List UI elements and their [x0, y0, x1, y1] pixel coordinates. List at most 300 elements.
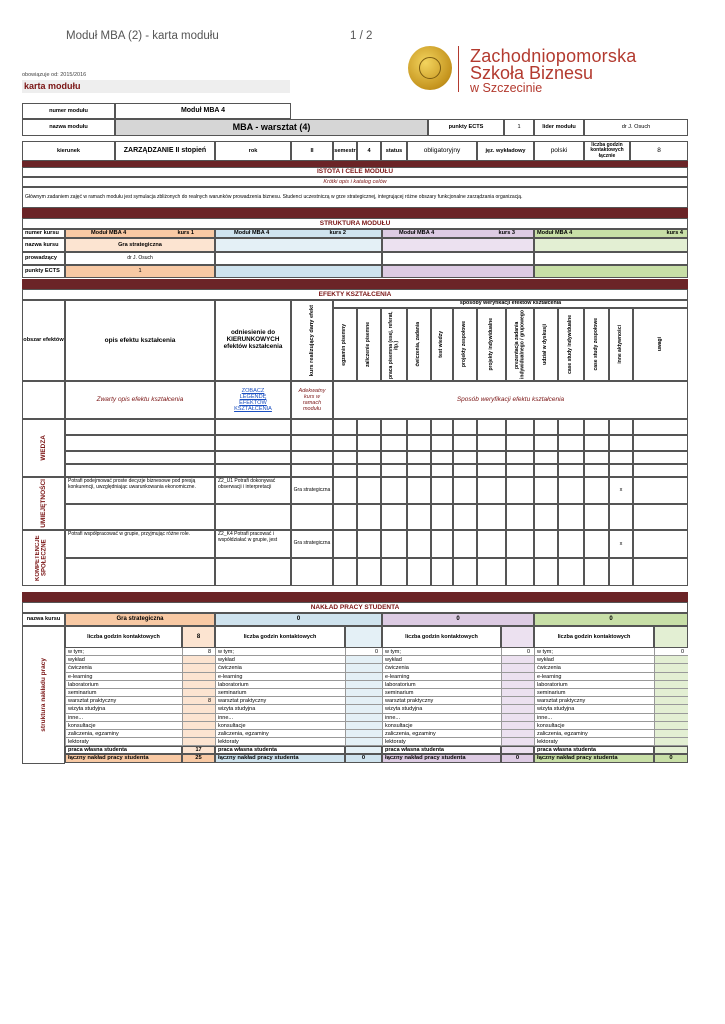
- prowadzacy-label: prowadzący: [22, 252, 65, 265]
- naklad-lg-value: [654, 626, 688, 648]
- naklad-row-value: [182, 664, 215, 672]
- course3-label: kurs 3: [498, 230, 515, 237]
- course3-lecturer: [382, 252, 534, 265]
- section-bar: [22, 279, 688, 289]
- method-header: [609, 308, 633, 381]
- jez-label: jęz. wykładowy: [477, 141, 534, 161]
- kompetencje-area: [22, 530, 65, 586]
- effect-cell: [558, 530, 584, 558]
- naklad-row-label: wykład: [382, 656, 501, 664]
- kurs-realizujacy-header: [291, 300, 333, 381]
- effect-cell: [534, 558, 558, 586]
- effect-cell: [609, 504, 633, 530]
- effect-cell: [65, 464, 215, 477]
- naklad-row-value: 0: [654, 648, 688, 656]
- nazwa-label: nazwa modułu: [22, 119, 115, 136]
- effect-cell: [477, 477, 506, 504]
- naklad-course-name: 0: [534, 613, 688, 626]
- effect-cell: [477, 530, 506, 558]
- effect-cell: [609, 419, 633, 435]
- method-header: [477, 308, 506, 381]
- effect-cell: [633, 504, 688, 530]
- naklad-row-label: ćwiczenia: [382, 664, 501, 672]
- hint-kurs: Adekwatny kurs w ramach modułu: [291, 381, 333, 419]
- numer-kursu-label: numer kursu: [22, 229, 65, 238]
- naklad-row-label: seminarium: [65, 689, 182, 697]
- course2-lecturer: [215, 252, 382, 265]
- naklad-row-label: inne...: [65, 714, 182, 722]
- effect-cell: [453, 477, 477, 504]
- effect-cell: [215, 435, 291, 451]
- kierunek-value: ZARZĄDZANIE II stopień: [115, 141, 215, 161]
- umiej-mark: x: [609, 477, 633, 504]
- naklad-row-value: [501, 705, 534, 713]
- method-header: [333, 308, 357, 381]
- naklad-row-value: [501, 673, 534, 681]
- method-label: prezentacja zadania indywidualnego / grupowego: [513, 310, 525, 379]
- naklad-row-label: laboratorium: [215, 681, 345, 689]
- naklad-row-value: [501, 681, 534, 689]
- komp-mark: x: [609, 530, 633, 558]
- method-header: [431, 308, 453, 381]
- naklad-laczny-label: łączny nakład pracy studenta: [65, 754, 182, 763]
- effect-cell: [558, 477, 584, 504]
- effect-cell: [477, 435, 506, 451]
- effect-cell: [477, 419, 506, 435]
- semestr-label: semestr: [333, 141, 357, 161]
- method-label: projekty indywidualne: [487, 318, 494, 371]
- effect-cell: [431, 530, 453, 558]
- method-label: projekty zespołowe: [461, 321, 468, 368]
- effect-cell: [453, 558, 477, 586]
- komp-odn: Z2_K4 Potrafi pracować i współdziałać w grupie, jest: [215, 530, 291, 558]
- naklad-row-value: [501, 664, 534, 672]
- naklad-course-name: 0: [215, 613, 382, 626]
- method-label: egzamin pisemny: [341, 323, 348, 366]
- effect-cell: [633, 530, 688, 558]
- effect-cell: [333, 451, 357, 464]
- naklad-row-label: e-learning: [65, 673, 182, 681]
- effect-cell: [291, 435, 333, 451]
- naklad-row-value: [654, 664, 688, 672]
- godz-value: 8: [630, 141, 688, 161]
- naklad-row-label: warsztat praktyczny: [534, 697, 654, 705]
- effect-cell: [333, 530, 357, 558]
- effect-cell: [431, 464, 453, 477]
- naklad-row-label: konsultacje: [215, 722, 345, 730]
- effect-cell: [609, 558, 633, 586]
- naklad-row-value: [345, 681, 382, 689]
- course1-lecturer: dr J. Osuch: [65, 252, 215, 265]
- naklad-row-value: 0: [501, 648, 534, 656]
- naklad-row-label: wykład: [65, 656, 182, 664]
- effect-cell: [407, 558, 431, 586]
- effect-cell: [215, 558, 291, 586]
- effect-cell: [431, 419, 453, 435]
- effect-cell: [558, 435, 584, 451]
- method-header: [534, 308, 558, 381]
- effect-cell: [584, 435, 609, 451]
- effect-cell: [506, 419, 534, 435]
- naklad-row-label: wizyta studyjna: [65, 705, 182, 713]
- naklad-lg-label: liczba godzin kontaktowych: [382, 626, 501, 648]
- naklad-row-label: inne...: [215, 714, 345, 722]
- naklad-row-value: [501, 730, 534, 738]
- naklad-row-value: [654, 722, 688, 730]
- effect-cell: [506, 464, 534, 477]
- naklad-course-name: 0: [382, 613, 534, 626]
- naklad-title: NAKŁAD PRACY STUDENTA: [22, 602, 688, 613]
- effect-cell: [633, 558, 688, 586]
- course2-ects: [215, 265, 382, 278]
- rok-value: II: [291, 141, 333, 161]
- effect-cell: [407, 477, 431, 504]
- effect-cell: [506, 504, 534, 530]
- naklad-laczny-value: 25: [182, 754, 215, 763]
- effect-cell: [381, 435, 407, 451]
- course3-name: [382, 238, 534, 252]
- istota-title: ISTOTA I CELE MODUŁU: [22, 167, 688, 177]
- struktura-title: STRUKTURA MODUŁU: [22, 218, 688, 229]
- effect-cell: [291, 558, 333, 586]
- naklad-row-value: [182, 656, 215, 664]
- numer-label: numer modułu: [22, 103, 115, 119]
- effect-cell: [609, 451, 633, 464]
- effect-cell: [633, 435, 688, 451]
- naklad-wlasna-value: [345, 746, 382, 754]
- naklad-wlasna-value: [501, 746, 534, 754]
- course1-header: [65, 229, 215, 238]
- course2-name: [215, 238, 382, 252]
- lider-label: lider modułu: [534, 119, 584, 136]
- naklad-row-value: [182, 705, 215, 713]
- naklad-row-value: 8: [182, 648, 215, 656]
- naklad-row-label: wizyta studyjna: [534, 705, 654, 713]
- effect-cell: [477, 464, 506, 477]
- section-bar: [22, 592, 688, 602]
- hint-legend-cell: [215, 381, 291, 419]
- komp-opis: Potrafi współpracować w grupie, przyjmując różne role.: [65, 530, 215, 558]
- effect-cell: [381, 530, 407, 558]
- naklad-row-label: zaliczenia, egzaminy: [534, 730, 654, 738]
- effect-cell: [333, 558, 357, 586]
- logo-divider: [458, 46, 459, 92]
- method-label: ćwiczenia, zadania: [415, 322, 422, 367]
- method-header: [407, 308, 431, 381]
- naklad-lg-label: liczba godzin kontaktowych: [65, 626, 182, 648]
- ects-kursu-label: punkty ECTS: [22, 265, 65, 278]
- naklad-row-label: warsztat praktyczny: [382, 697, 501, 705]
- course1-module: Moduł MBA 4: [91, 230, 127, 237]
- effect-cell: [609, 464, 633, 477]
- effect-cell: [431, 477, 453, 504]
- effect-cell: [407, 464, 431, 477]
- naklad-row-label: wizyta studyjna: [215, 705, 345, 713]
- effect-cell: [407, 530, 431, 558]
- effect-cell: [65, 435, 215, 451]
- naklad-row-label: e-learning: [382, 673, 501, 681]
- kompetencje-label: KOMPETENCJE SPOŁECZNE: [34, 535, 48, 581]
- wiedza-area: [22, 419, 65, 477]
- naklad-row-label: warsztat praktyczny: [215, 697, 345, 705]
- effect-cell: [506, 530, 534, 558]
- umiej-kurs: Gra strategiczna: [291, 477, 333, 504]
- naklad-row-value: [345, 656, 382, 664]
- ects-value: 1: [504, 119, 534, 136]
- effect-cell: [506, 558, 534, 586]
- efekty-title: EFEKTY KSZTAŁCENIA: [22, 289, 688, 300]
- naklad-row-value: [182, 673, 215, 681]
- effect-cell: [534, 504, 558, 530]
- ects-label: punkty ECTS: [428, 119, 504, 136]
- naklad-row-value: [182, 689, 215, 697]
- method-label: praca pisemna (esej, referat, itp.): [387, 310, 399, 379]
- effect-cell: [506, 435, 534, 451]
- naklad-row-label: lektoraty: [215, 738, 345, 746]
- naklad-row-label: konsultacje: [65, 722, 182, 730]
- section-bar: [22, 208, 688, 218]
- naklad-row-label: lektoraty: [65, 738, 182, 746]
- effect-cell: [357, 477, 381, 504]
- page-indicator: 1 / 2: [350, 30, 373, 42]
- naklad-lg-label: liczba godzin kontaktowych: [215, 626, 345, 648]
- naklad-row-label: lektoraty: [534, 738, 654, 746]
- naklad-row-label: wykład: [215, 656, 345, 664]
- effect-cell: [333, 464, 357, 477]
- effect-cell: [534, 477, 558, 504]
- course3-header: [382, 229, 534, 238]
- naklad-lg-value: 8: [182, 626, 215, 648]
- naklad-lg-value: [345, 626, 382, 648]
- effect-cell: [431, 435, 453, 451]
- effect-cell: [584, 530, 609, 558]
- effect-cell: [215, 464, 291, 477]
- naklad-row-label: laboratorium: [534, 681, 654, 689]
- obszar-header: obszar efektów: [22, 300, 65, 381]
- naklad-row-label: seminarium: [534, 689, 654, 697]
- course1-label: kurs 1: [177, 230, 194, 237]
- naklad-row-label: seminarium: [382, 689, 501, 697]
- effect-cell: [477, 451, 506, 464]
- naklad-wlasna-value: 17: [182, 746, 215, 754]
- effect-cell: [431, 451, 453, 464]
- method-header: [506, 308, 534, 381]
- valid-from: obowiązuje od: 2015/2016: [22, 72, 87, 78]
- naklad-row-value: [501, 722, 534, 730]
- naklad-laczny-value: 0: [345, 754, 382, 763]
- org-name-line2: Szkoła Biznesu: [470, 63, 594, 83]
- document-title: Moduł MBA (2) - karta modułu: [66, 30, 219, 42]
- naklad-laczny-label: łączny nakład pracy studenta: [382, 754, 501, 763]
- naklad-side-label: struktura nakładu pracy: [39, 658, 47, 732]
- umiejetnosci-area: [22, 477, 65, 530]
- org-name-line1: Zachodniopomorska: [470, 46, 637, 66]
- godz-label: liczba godzin kontaktowych łącznie: [584, 141, 630, 161]
- naklad-laczny-label: łączny nakład pracy studenta: [215, 754, 345, 763]
- course3-module: Moduł MBA 4: [399, 230, 435, 237]
- effect-cell: [381, 451, 407, 464]
- naklad-laczny-value: 0: [654, 754, 688, 763]
- course4-name: [534, 238, 688, 252]
- naklad-row-label: seminarium: [215, 689, 345, 697]
- effect-cell: [381, 477, 407, 504]
- effect-cell: [584, 419, 609, 435]
- effect-cell: [477, 504, 506, 530]
- effect-cell: [291, 504, 333, 530]
- method-header: [357, 308, 381, 381]
- method-label: case study indywidualne: [567, 315, 574, 374]
- lider-value: dr J. Osuch: [584, 119, 688, 136]
- effect-cell: [333, 477, 357, 504]
- effect-cell: [333, 504, 357, 530]
- effect-cell: [431, 504, 453, 530]
- effect-cell: [65, 419, 215, 435]
- effect-cell: [407, 435, 431, 451]
- naklad-row-value: [654, 681, 688, 689]
- naklad-row-label: konsultacje: [382, 722, 501, 730]
- odniesienie-header: odniesienie do KIERUNKOWYCH efektów kształcenia: [215, 300, 291, 381]
- logo-inner-ring: [419, 57, 441, 79]
- effect-cell: [357, 464, 381, 477]
- effect-cell: [534, 435, 558, 451]
- effect-cell: [633, 419, 688, 435]
- effect-cell: [357, 435, 381, 451]
- naklad-row-label: wizyta studyjna: [382, 705, 501, 713]
- effect-cell: [584, 451, 609, 464]
- effect-cell: [558, 464, 584, 477]
- naklad-row-label: ćwiczenia: [65, 664, 182, 672]
- course3-ects: [382, 265, 534, 278]
- naklad-wlasna-value: [654, 746, 688, 754]
- naklad-row-label: wykład: [534, 656, 654, 664]
- method-header: [584, 308, 609, 381]
- effect-cell: [584, 477, 609, 504]
- effect-cell: [558, 504, 584, 530]
- effect-cell: [357, 504, 381, 530]
- effect-cell: [333, 435, 357, 451]
- kurs-realizujacy-label: kurs realizujący dany efekt: [308, 304, 315, 377]
- effect-cell: [381, 419, 407, 435]
- effect-cell: [558, 558, 584, 586]
- hint-opis: Zwarty opis efektu kształcenia: [65, 381, 215, 419]
- istota-text: Głównym zadaniem zajęć w ramach modułu jest symulacja zbliżonych do realnych warunków prowadzenia biznesu. Studenci uczestniczą w grze strategicznej, integrującej różne obszary funkcjonalne zarządzania organizacją.: [22, 187, 688, 208]
- hint-sposob: Sposób weryfikacji efektu kształcenia: [333, 381, 688, 419]
- effect-cell: [357, 419, 381, 435]
- method-label: case study zespołowe: [592, 318, 599, 371]
- nazwa-value: MBA - warsztat (4): [115, 119, 428, 136]
- effect-cell: [558, 451, 584, 464]
- naklad-row-value: [654, 656, 688, 664]
- naklad-row-value: [182, 681, 215, 689]
- legend-link[interactable]: ZOBACZ LEGENDĘ EFEKTÓW KSZTAŁCENIA: [234, 387, 272, 413]
- naklad-row-label: e-learning: [534, 673, 654, 681]
- effect-cell: [215, 451, 291, 464]
- naklad-row-value: [345, 714, 382, 722]
- course4-module: Moduł MBA 4: [537, 230, 573, 237]
- effect-cell: [534, 530, 558, 558]
- effect-cell: [65, 504, 215, 530]
- effect-cell: [453, 464, 477, 477]
- naklad-row-label: w tym;: [65, 648, 182, 656]
- effect-cell: [65, 558, 215, 586]
- effect-cell: [534, 464, 558, 477]
- naklad-wlasna-label: praca własna studenta: [215, 746, 345, 754]
- semestr-value: 4: [357, 141, 381, 161]
- course4-header: [534, 229, 688, 238]
- naklad-row-value: [654, 705, 688, 713]
- naklad-row-value: [345, 673, 382, 681]
- naklad-row-label: konsultacje: [534, 722, 654, 730]
- effect-cell: [431, 558, 453, 586]
- method-label: uwagi: [656, 337, 663, 352]
- naklad-row-label: w tym;: [534, 648, 654, 656]
- effect-cell: [453, 435, 477, 451]
- org-name-line3: w Szczecinie: [470, 81, 543, 95]
- naklad-laczny-label: łączny nakład pracy studenta: [534, 754, 654, 763]
- naklad-row-value: [182, 714, 215, 722]
- method-header: [453, 308, 477, 381]
- naklad-wlasna-label: praca własna studenta: [382, 746, 501, 754]
- effect-cell: [477, 558, 506, 586]
- naklad-row-label: inne...: [382, 714, 501, 722]
- naklad-row-value: [182, 722, 215, 730]
- method-header: [558, 308, 584, 381]
- method-label: udział w dyskusji: [542, 324, 549, 365]
- course4-lecturer: [534, 252, 688, 265]
- komp-kurs: Gra strategiczna: [291, 530, 333, 558]
- effect-cell: [291, 419, 333, 435]
- effect-cell: [534, 419, 558, 435]
- naklad-row-label: zaliczenia, egzaminy: [65, 730, 182, 738]
- course4-ects: [534, 265, 688, 278]
- rok-label: rok: [215, 141, 291, 161]
- naklad-row-value: [501, 689, 534, 697]
- method-label: zaliczenie pisemne: [365, 321, 372, 368]
- naklad-row-value: [345, 697, 382, 705]
- method-header: [381, 308, 407, 381]
- naklad-row-label: warsztat praktyczny: [65, 697, 182, 705]
- naklad-row-value: [345, 705, 382, 713]
- method-header: [633, 308, 688, 381]
- naklad-row-value: [654, 689, 688, 697]
- effect-cell: [381, 464, 407, 477]
- effect-cell: [453, 419, 477, 435]
- method-label: inne aktywności: [617, 325, 624, 364]
- naklad-lg-label: liczba godzin kontaktowych: [534, 626, 654, 648]
- course2-label: kurs 2: [329, 230, 346, 237]
- naklad-row-value: 8: [182, 697, 215, 705]
- effect-cell: [357, 530, 381, 558]
- naklad-laczny-value: 0: [501, 754, 534, 763]
- effect-cell: [633, 464, 688, 477]
- naklad-wlasna-label: praca własna studenta: [534, 746, 654, 754]
- naklad-lg-value: [501, 626, 534, 648]
- status-label: status: [381, 141, 407, 161]
- effect-cell: [291, 464, 333, 477]
- course2-header: [215, 229, 382, 238]
- naklad-row-value: [501, 656, 534, 664]
- effect-cell: [633, 477, 688, 504]
- naklad-wlasna-label: praca własna studenta: [65, 746, 182, 754]
- effect-cell: [453, 530, 477, 558]
- naklad-row-label: laboratorium: [382, 681, 501, 689]
- effect-cell: [584, 464, 609, 477]
- naklad-row-label: w tym;: [382, 648, 501, 656]
- naklad-row-value: [182, 730, 215, 738]
- wiedza-label: WIEDZA: [39, 435, 47, 461]
- naklad-row-label: ćwiczenia: [215, 664, 345, 672]
- effect-cell: [407, 451, 431, 464]
